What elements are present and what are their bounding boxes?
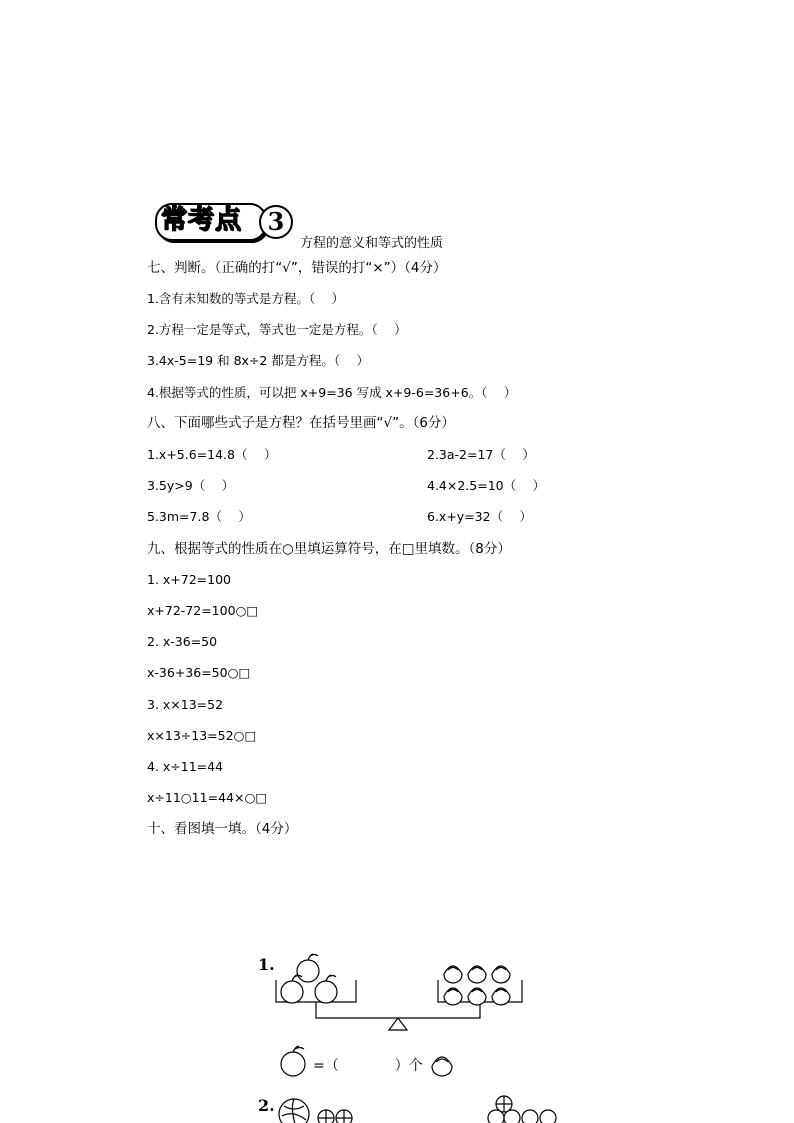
section-8-heading: 八、下面哪些式子是方程？在括号里画“√”。（6分） xyxy=(147,415,455,431)
banner-number: 3 xyxy=(259,205,293,239)
apple-icon xyxy=(281,954,337,1003)
volleyball-basketball-left xyxy=(276,1096,376,1123)
question-1-answer: =（ ）个 xyxy=(313,1058,423,1074)
section-10-heading: 十、看图填一填。（4分） xyxy=(147,821,298,837)
section-subtitle: 方程的意义和等式的性质 xyxy=(300,236,444,251)
section-8-item-5: 5.3m=7.8（ ） xyxy=(147,509,251,524)
section-9-line-6: x×13÷13=52○□ xyxy=(147,728,257,743)
section-9-heading: 九、根据等式的性质在○里填运算符号，在□里填数。（8分） xyxy=(147,541,511,557)
peach-icon xyxy=(428,1050,458,1078)
basketball-icon xyxy=(504,1110,520,1123)
section-7-item-2: 2.方程一定是等式，等式也一定是方程。（ ） xyxy=(147,322,407,337)
section-8-item-1: 1.x+5.6=14.8（ ） xyxy=(147,447,277,462)
section-7-item-3: 3.4x-5=19 和 8x÷2 都是方程。（ ） xyxy=(147,353,370,368)
section-7-heading: 七、判断。（正确的打“√”，错误的打“×”）（4分） xyxy=(147,260,447,276)
section-9-line-8: x÷11○11=44×○□ xyxy=(147,790,268,805)
question-1-label: 1. xyxy=(258,955,275,974)
section-9-line-5: 3. x×13=52 xyxy=(147,697,224,712)
section-8-item-4: 4.4×2.5=10（ ） xyxy=(427,478,546,493)
basketball-icon xyxy=(522,1110,538,1123)
section-7-item-4: 4.根据等式的性质，可以把 x+9=36 写成 x+9-6=36+6。（ ） xyxy=(147,385,517,400)
basketball-icon xyxy=(488,1110,504,1123)
banner-text: 常考点 xyxy=(161,205,243,235)
apple-icon xyxy=(278,1045,308,1077)
section-8-item-3: 3.5y>9（ ） xyxy=(147,478,235,493)
section-9-line-3: 2. x-36=50 xyxy=(147,634,218,649)
section-9-line-7: 4. x÷11=44 xyxy=(147,759,224,774)
section-8-item-6: 6.x+y=32（ ） xyxy=(427,509,533,524)
volleyball-basketball-right xyxy=(480,1094,570,1123)
question-2-label: 2. xyxy=(258,1096,275,1115)
section-9-line-2: x+72-72=100○□ xyxy=(147,603,259,618)
peach-icon xyxy=(444,966,510,1005)
section-9-line-1: 1. x+72=100 xyxy=(147,572,232,587)
balance-scale-figure xyxy=(268,950,538,1035)
basketball-icon xyxy=(540,1110,556,1123)
section-banner xyxy=(155,203,293,239)
section-9-line-4: x-36+36=50○□ xyxy=(147,665,251,680)
section-8-item-2: 2.3a-2=17（ ） xyxy=(427,447,535,462)
section-7-item-1: 1.含有未知数的等式是方程。（ ） xyxy=(147,291,345,306)
